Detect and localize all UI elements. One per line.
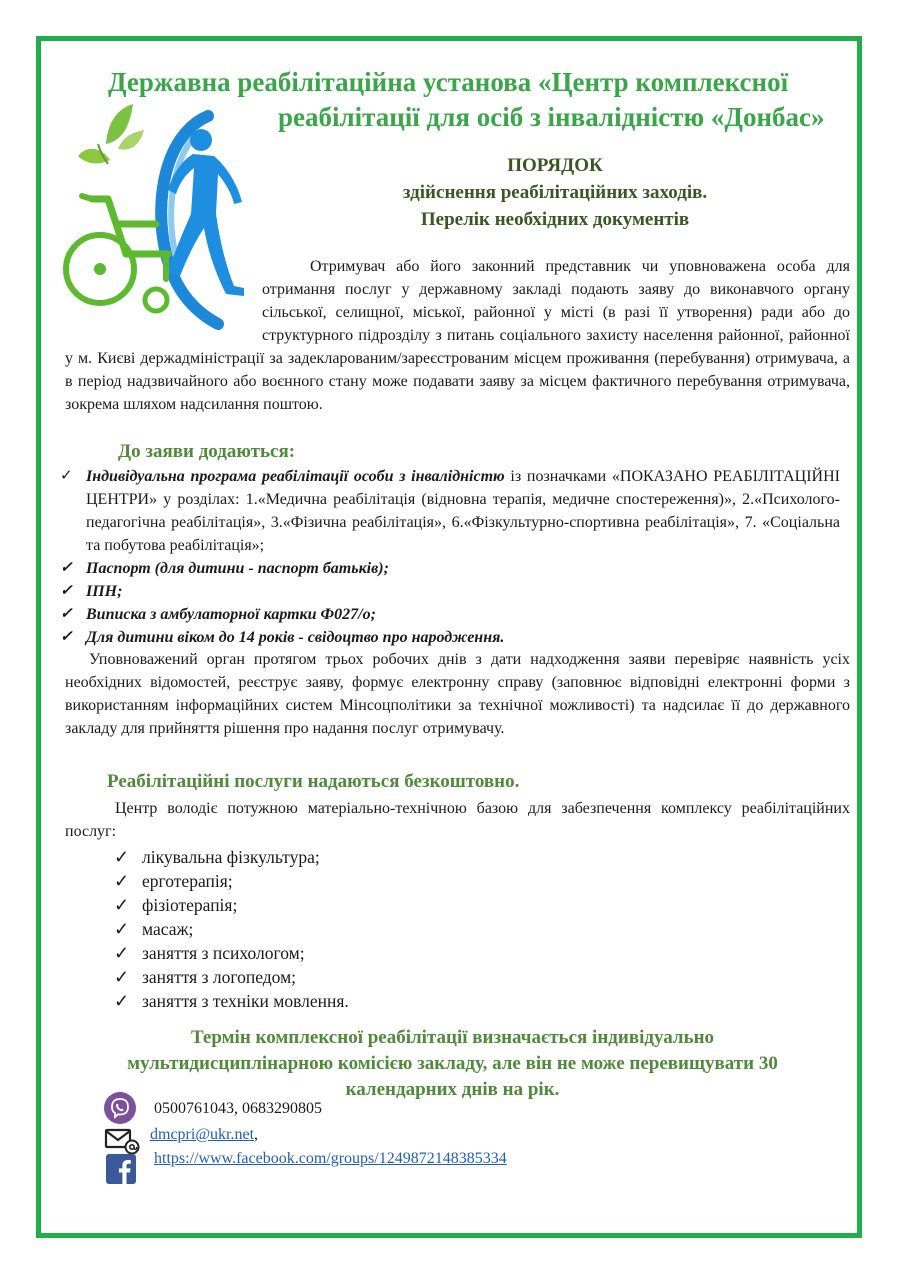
services-title: Реабілітаційні послуги надаються безкоштовно.: [107, 771, 520, 792]
list-item: [60, 603, 840, 626]
list-item: [114, 941, 614, 965]
birth-certificate-item: Для дитини віком до 14 років - свідоцтво про народження.: [86, 629, 505, 646]
services-intro-text: Центр володіє потужною матеріально-технічною базою для забезпечення комплексу реабілітаційних послуг:: [65, 800, 850, 840]
procedure-heading: [260, 152, 850, 233]
list-item: [114, 965, 614, 989]
email-icon: [104, 1127, 140, 1155]
services-list: [114, 845, 614, 1013]
procedure-heading-line-1: ПОРЯДОК: [507, 155, 603, 176]
service-item: заняття з техніки мовлення.: [142, 991, 349, 1011]
service-item: масаж;: [142, 919, 194, 939]
phone-numbers: 0500761043, 0683290805: [154, 1100, 322, 1117]
tax-id-item: ІПН;: [86, 583, 123, 600]
facebook-icon: [106, 1154, 136, 1184]
list-item: [114, 869, 614, 893]
check-icon: ✓: [60, 629, 73, 645]
check-icon: ✓: [114, 919, 130, 939]
list-item: [114, 893, 614, 917]
medical-card-item: Виписка з амбулаторної картки Ф027/о;: [86, 606, 376, 623]
check-icon: ✓: [114, 943, 130, 963]
check-icon: ✓: [114, 847, 130, 867]
ipr-details: із позначками «ПОКАЗАНО РЕАБІЛІТАЦІЙНІ ЦЕНТРИ» у розділах: 1.«Медична реабілітація (відновна терапія, медичне спостереження)», 2.«Психолого-педагогічна реабілітація», 3.«Фізична реабілітація», 6.«Фізкультурно-спортивна реабілітація», 7. «Соціальна та побутова реабілітація»;: [86, 468, 840, 554]
check-icon: ✓: [60, 560, 73, 576]
passport-item: Паспорт (для дитини - паспорт батьків);: [86, 560, 389, 577]
list-item: [114, 845, 614, 869]
list-item: [60, 557, 840, 580]
email-suffix: ,: [254, 1126, 259, 1143]
facebook-link[interactable]: https://www.facebook.com/groups/1249872148385334: [154, 1150, 507, 1167]
check-icon: ✓: [60, 583, 73, 599]
intro-paragraph-text: Отримувач або його законний представник чи уповноважена особа для отримання послуг у державному закладі подають заяву до виконавчого органу сільської, селищної, міської, районної у місті (в разі її утворення) ради або до структурного підрозділу з питань соціального захисту населення районної, районної у м. Києві держадміністрації за задекларованим/зареєстрованим місцем проживання (перебування) отримувача, а в період надзвичайного або воєнного стану може подавати заяву за місцем фактичного перебування отримувача, зокрема шляхом надсилання поштою.: [65, 258, 850, 413]
list-item: [114, 917, 614, 941]
check-icon: ✓: [114, 895, 130, 915]
term-note-line-2: мультидисциплінарною комісією закладу, але він не може перевищувати 30: [127, 1053, 778, 1074]
list-item: [60, 580, 840, 603]
attachments-list: [60, 465, 840, 649]
viber-icon: [104, 1092, 136, 1124]
list-item: [60, 626, 840, 649]
service-item: лікувальна фізкультура;: [142, 847, 320, 867]
check-icon: ✓: [114, 871, 130, 891]
ipr-title: Індивідуальна програма реабілітації особи з інвалідністю: [86, 468, 505, 485]
authority-paragraph: [65, 648, 850, 740]
term-note-line-3: календарних днів на рік.: [345, 1079, 560, 1100]
title-line-2: реабілітації для осіб з інвалідністю «Донбас»: [278, 102, 825, 132]
service-item: заняття з логопедом;: [142, 967, 297, 987]
email-line: [150, 1124, 258, 1146]
list-item: [114, 989, 614, 1013]
attachments-title: До заяви додаються:: [118, 441, 296, 462]
services-intro: [65, 797, 850, 843]
intro-paragraph: [65, 255, 850, 416]
authority-paragraph-text: Уповноважений орган протягом трьох робочих днів з дати надходження заяви перевіряє наявність усіх необхідних відомостей, реєструє заяву, формує електронну справу (заповнює відповідні електронні форми з використанням інформаційних систем Мінсоцполітики за технічної можливості) та надсилає її до державного закладу для прийняття рішення про надання послуг отримувачу.: [65, 651, 850, 737]
list-item: [60, 465, 840, 557]
service-item: фізіотерапія;: [142, 895, 238, 915]
term-note: [60, 1025, 845, 1103]
check-icon: ✓: [60, 606, 73, 622]
check-icon: ✓: [114, 991, 130, 1011]
title-line-1: Державна реабілітаційна установа «Центр комплексної: [108, 67, 789, 97]
check-icon: ✓: [114, 967, 130, 987]
procedure-heading-line-2: здійснення реабілітаційних заходів.: [402, 182, 708, 203]
check-icon: ✓: [60, 468, 73, 484]
term-note-line-1: Термін комплексної реабілітації визначається індивідуально: [190, 1027, 715, 1048]
procedure-heading-line-3: Перелік необхідних документів: [420, 209, 690, 230]
email-link[interactable]: dmcpri@ukr.net: [150, 1126, 255, 1143]
service-item: заняття з психологом;: [142, 943, 305, 963]
service-item: ерготерапія;: [142, 871, 233, 891]
